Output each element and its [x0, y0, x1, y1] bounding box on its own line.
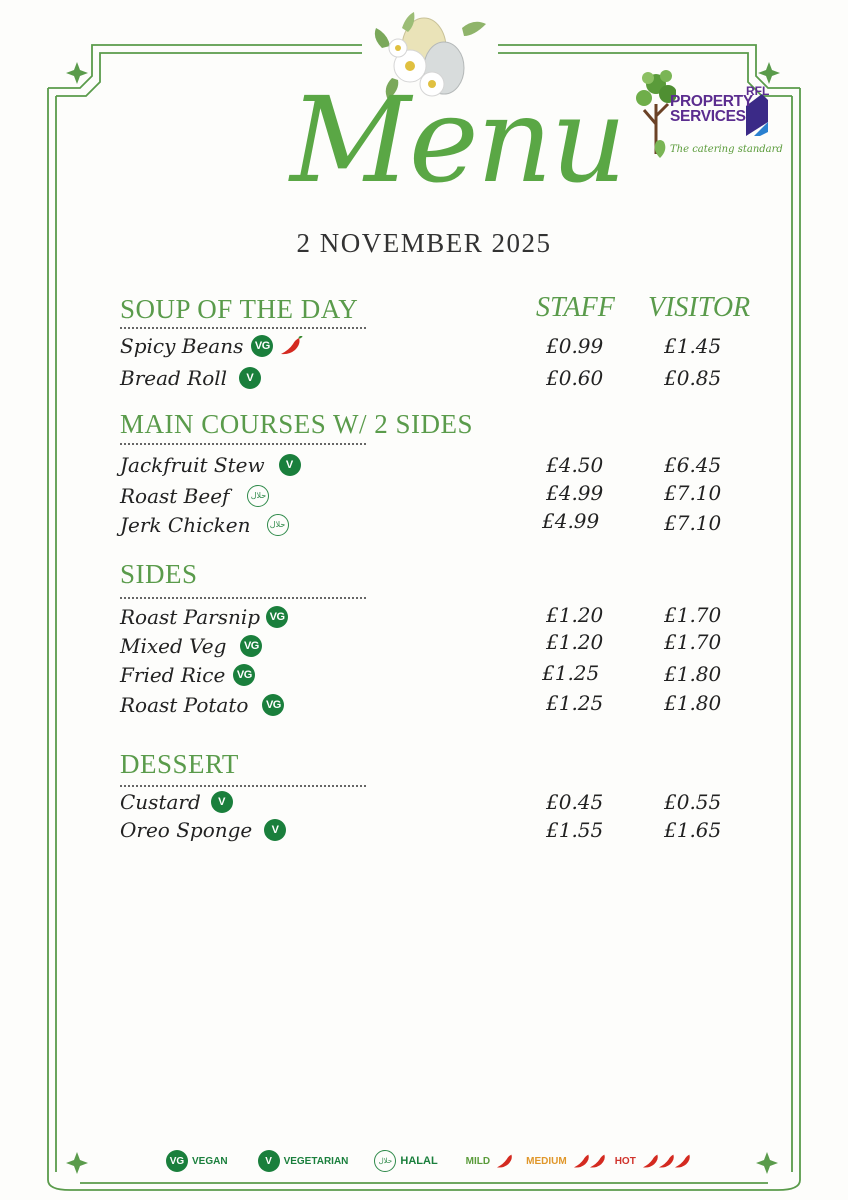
menu-item-roast-parsnip — [120, 604, 288, 630]
menu-item-mixed-veg — [120, 633, 262, 659]
legend-vegetarian: VEGETARIAN — [283, 1155, 349, 1167]
price-staff: £0.60 — [546, 366, 604, 390]
vegetarian-badge-icon: V — [264, 819, 286, 841]
price-staff: £1.20 — [546, 630, 604, 654]
chili-icon — [640, 1153, 694, 1169]
section-divider — [120, 785, 366, 787]
item-name: Roast Parsnip — [120, 605, 261, 629]
halal-icon: حلال — [267, 514, 289, 536]
price-visitor: £1.70 — [664, 603, 722, 627]
menu-item-custard — [120, 789, 233, 815]
halal-icon: حلال — [247, 485, 269, 507]
item-name: Bread Roll — [120, 366, 228, 390]
dietary-legend — [166, 1149, 694, 1173]
leaf-icon — [652, 138, 668, 158]
menu-item-fried-rice — [120, 662, 255, 688]
halal-icon: حلال — [374, 1150, 396, 1172]
price-visitor: £1.45 — [664, 334, 722, 358]
menu-item-roast-beef — [120, 483, 269, 509]
legend-halal: HALAL — [400, 1155, 438, 1167]
logo-rfl-text: RFL — [746, 84, 770, 98]
section-divider — [120, 597, 366, 599]
price-staff: £0.45 — [546, 790, 604, 814]
menu-item-oreo-sponge — [120, 817, 286, 843]
price-visitor: £0.55 — [664, 790, 722, 814]
vegetarian-badge-icon: V — [239, 367, 261, 389]
chili-icon — [279, 336, 303, 356]
price-staff: £1.55 — [546, 818, 604, 842]
price-visitor: £6.45 — [664, 453, 722, 477]
legend-hot: HOT — [614, 1155, 636, 1167]
item-name: Fried Rice — [120, 663, 226, 687]
legend-medium: MEDIUM — [526, 1155, 567, 1167]
logo-tagline: The catering standard — [670, 144, 783, 155]
section-title-sides: SIDES — [120, 559, 198, 589]
price-visitor: £1.65 — [664, 818, 722, 842]
vegan-badge-icon: VG — [251, 335, 273, 357]
section-divider — [120, 327, 366, 329]
vegetarian-badge-icon: V — [211, 791, 233, 813]
chili-icon — [494, 1153, 516, 1169]
item-name: Roast Beef — [120, 484, 230, 508]
section-title-soup: SOUP OF THE DAY — [120, 294, 359, 324]
price-staff: £1.25 — [546, 691, 604, 715]
item-name: Custard — [120, 790, 201, 814]
price-visitor: £7.10 — [664, 481, 722, 505]
item-name: Oreo Sponge — [120, 818, 253, 842]
price-staff: £0.99 — [546, 334, 604, 358]
chili-icon — [571, 1153, 609, 1169]
vegan-badge-icon: VG — [262, 694, 284, 716]
price-visitor: £0.85 — [664, 366, 722, 390]
legend-vegan: VEGAN — [192, 1155, 228, 1167]
price-staff: £4.99 — [542, 509, 600, 533]
vegetarian-badge-icon: V — [279, 454, 301, 476]
vegan-badge-icon: VG — [166, 1150, 188, 1172]
logo-line-services: SERVICES — [670, 108, 746, 125]
price-staff: £4.50 — [546, 453, 604, 477]
menu-title: Menu — [290, 71, 625, 209]
menu-item-bread-roll — [120, 365, 261, 391]
price-visitor: £1.80 — [664, 691, 722, 715]
item-name: Mixed Veg — [120, 634, 227, 658]
vegan-badge-icon: VG — [266, 606, 288, 628]
menu-item-jackfruit-stew — [120, 452, 301, 478]
section-title-dessert: DESSERT — [120, 749, 239, 779]
item-name: Roast Potato — [120, 693, 249, 717]
vegan-badge-icon: VG — [240, 635, 262, 657]
price-visitor: £1.80 — [664, 662, 722, 686]
item-name: Jackfruit Stew — [120, 453, 265, 477]
price-visitor: £1.70 — [664, 630, 722, 654]
item-name: Spicy Beans — [120, 334, 244, 358]
legend-mild: MILD — [465, 1155, 491, 1167]
section-title-main-courses: MAIN COURSES W/ 2 SIDES — [120, 409, 474, 439]
section-divider — [120, 443, 366, 445]
item-name: Jerk Chicken — [120, 513, 251, 537]
rfl-logo — [636, 64, 783, 164]
menu-item-jerk-chicken — [120, 512, 289, 538]
menu-item-spicy-beans — [120, 333, 303, 359]
menu-date: 2 NOVEMBER 2025 — [296, 228, 552, 258]
vegetarian-badge-icon: V — [258, 1150, 280, 1172]
price-staff: £1.25 — [542, 661, 600, 685]
logo-line-property: PROPERTY — [670, 93, 753, 110]
column-header-staff: STAFF — [536, 292, 615, 323]
logo-company-text — [670, 94, 753, 124]
price-visitor: £7.10 — [664, 511, 722, 535]
vegan-badge-icon: VG — [233, 664, 255, 686]
column-header-visitor: VISITOR — [648, 292, 751, 323]
price-staff: £1.20 — [546, 603, 604, 627]
price-staff: £4.99 — [546, 481, 604, 505]
menu-item-roast-potato — [120, 692, 284, 718]
